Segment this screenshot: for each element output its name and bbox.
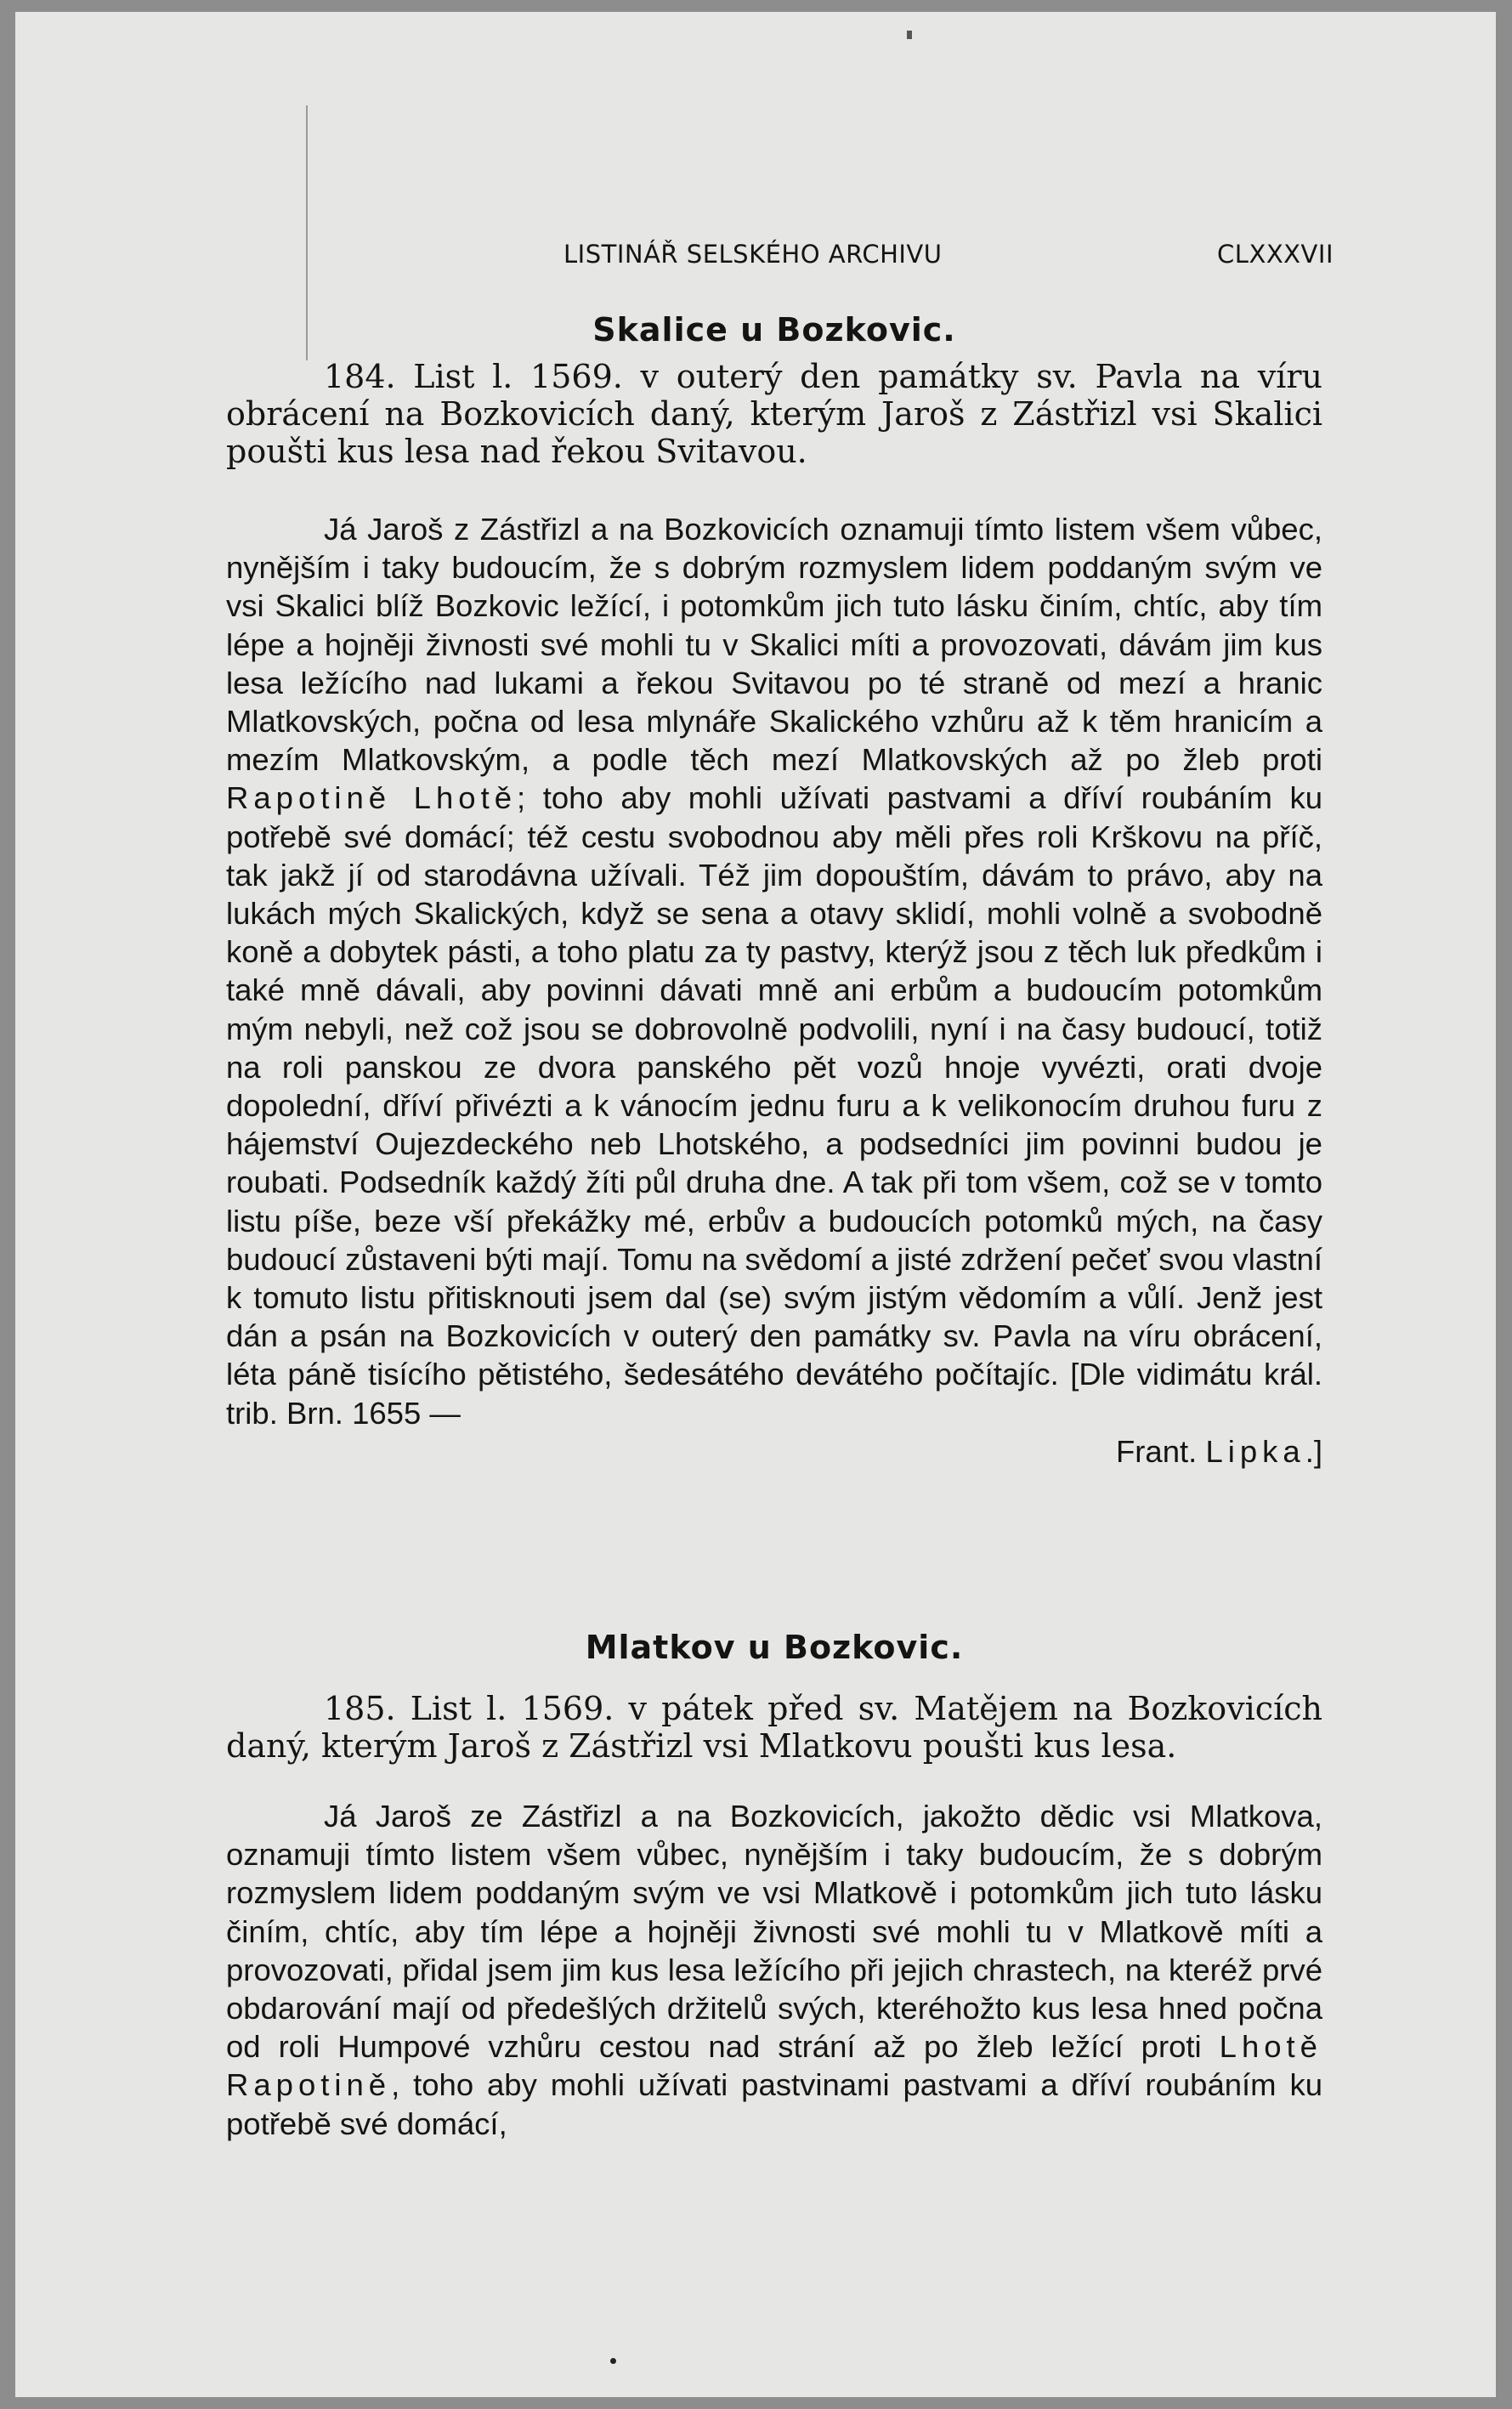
scan-dust-mark [907, 31, 912, 39]
entry-heading-184: 184. List l. 1569. v outerý den památky sv. Pavla na víru obrácení na Bozkovicích daný, kterým Jaroš z Zástřizl vsi Skalici poušti kus lesa nad řekou Svitavou. [226, 358, 1322, 470]
scanned-page [15, 12, 1496, 2397]
place-name-spaced: Rapotině Lhotě [226, 780, 518, 816]
source-prefix: Frant. [1115, 1433, 1198, 1469]
charter-text-185 [226, 1797, 1322, 2143]
charter-text-part: , toho aby mohli užívati pastvinami pastvami a dříví roubáním ku potřebě své domácí, [226, 2067, 1322, 2141]
running-title: LISTINÁŘ SELSKÉHO ARCHIVU [563, 240, 943, 269]
charter-text-part: ; toho aby mohli užívati pastvami a dříví roubáním ku potřebě své domácí; též cestu svobodnou aby měli přes roli Krškovu na příč, tak jakž jí od starodávna užívali. Též jim dopouštím, dávám to právo, aby na lukách mých Skalických, když se sena a otavy sklidí, mohli volně a svobodně koně a dobytek pásti, a toho platu za ty pastvy, kterýž jsou z těch luk předkům i také mně dávali, aby povinni dávati mně ani erbům a budoucím potomkům mým nebyli, než což jsou se dobrovolně podvolili, nyní i na časy budoucí, totiž na roli panskou ze dvora panského pět vozů hnoje vyvézti, orati dvoje dopolední, dříví přivézti a k vánocím jednu furu a k velikonocím druhou furu z hájemství Oujezdeckého neb Lhotského, a podsedníci jim povinni budou je roubati. Podsedník každý žíti půl druha dne. A tak při tom všem, což se v tomto listu píše, beze vší překážky mé, erbův a budoucích potomků mých, na časy budoucí zůstaveni býti mají. Tomu na svědomí a jisté zdržení pečeť svou vlastní k tomuto listu přitisknouti jsem dal (se) svým jistým vědomím a vůlí. Jenž jest dán a psán na Bozkovicích v outerý den památky sv. Pavla na víru obrácení, léta páně tisícího pětistého, šedesátého devátého počítajíc. [Dle vidimátu král. trib. Brn. 1655 — [226, 780, 1322, 1431]
running-header [563, 240, 1334, 269]
charter-text-part: Já Jaroš ze Zástřizl a na Bozkovicích, jakožto dědic vsi Mlatkova, oznamuji tímto listem všem vůbec, nynějším i taky budoucím, že s dobrým rozmyslem lidem poddaným svým ve vsi Mlatkově i potomkům jich tuto lásku činím, chtíc, aby tím lépe a hojněji živnosti své mohli tu v Mlatkově míti a provozovati, přidal jsem jim kus lesa ležícího při jejich chrastech, na kteréž prvé obdarování mají od předešlých držitelů svých, kteréhožto kus lesa hned počna od roli Humpové vzhůru cestou nad strání až po žleb ležící proti [226, 1799, 1322, 2065]
page-number: CLXXXVII [1217, 240, 1334, 269]
section-title-skalice: Skalice u Bozkovic. [592, 311, 956, 349]
charter-text-part: Já Jaroš z Zástřizl a na Bozkovicích oznamuji tímto listem všem vůbec, nynějším i taky budoucím, že s dobrým rozmyslem lidem poddaným svým ve vsi Skalici blíž Bozkovic ležící, i potomkům jich tuto lásku činím, chtíc, aby tím lépe a hojněji živnosti své mohli tu v Skalici míti a provozovati, dávám jim kus lesa ležícího nad lukami a řekou Svitavou po té straně od mezí a hranic Mlatkovských, počna od lesa mlynáře Skalického vzhůru až k těm hranicím a mezím Mlatkovským, a podle těch mezí Mlatkovských až po žleb proti [226, 512, 1322, 778]
source-name: Lipka [1205, 1433, 1305, 1469]
source-citation [226, 1432, 1322, 1471]
charter-text-184 [226, 510, 1322, 1471]
scan-dust-dot [610, 2358, 616, 2364]
entry-heading-185: 185. List l. 1569. v pátek před sv. Matějem na Bozkovicích daný, kterým Jaroš z Zástřizl vsi Mlatkovu poušti kus lesa. [226, 1690, 1322, 1765]
place-name-spaced: Lhotě Rapotině [226, 2029, 1322, 2103]
section-title-mlatkov: Mlatkov u Bozkovic. [585, 1629, 964, 1666]
source-suffix: .] [1305, 1433, 1322, 1469]
